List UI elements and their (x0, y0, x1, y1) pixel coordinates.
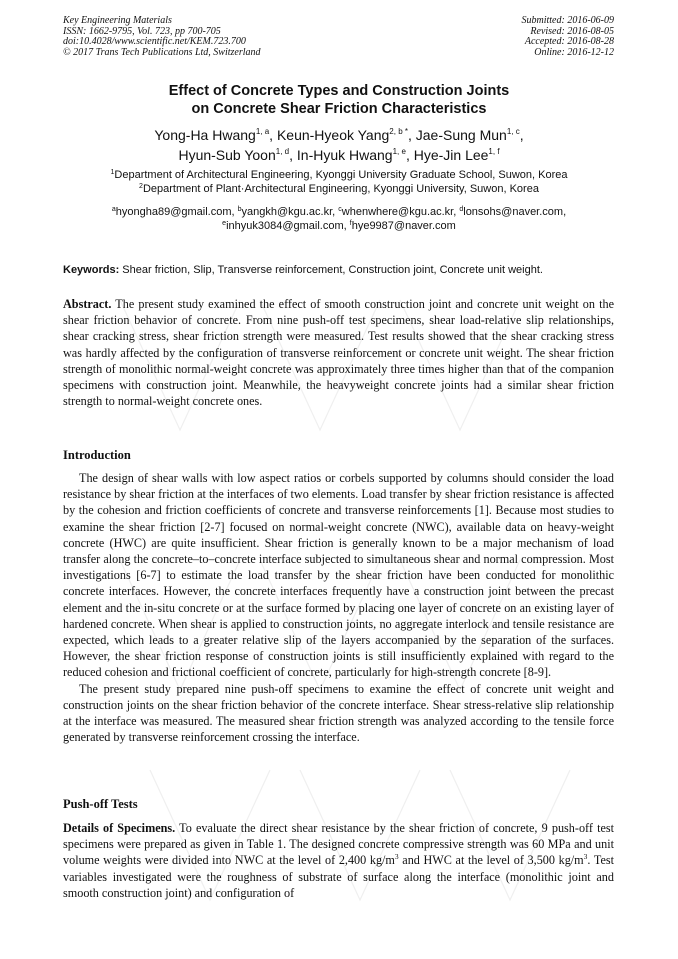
unit-sup: 3 (583, 852, 588, 862)
introduction-heading: Introduction (63, 448, 131, 462)
unit-sup: 3 (394, 852, 399, 862)
affiliation (0, 182, 678, 196)
email-line-2 (0, 219, 678, 233)
author-name: Keun-Hyeok Yang (276, 127, 390, 143)
details-text-b: and HWC at the level of 3,500 kg/m (398, 853, 584, 868)
pushoff-heading: Push-off Tests (63, 797, 138, 811)
author-sup: 1, d (275, 147, 290, 156)
author-name: Yong-Ha Hwang (154, 127, 256, 143)
email-line-1 (0, 205, 678, 219)
introduction-body (63, 470, 614, 745)
email-sup: e (222, 220, 227, 227)
author-name: Hye-Jin Lee (413, 147, 489, 163)
author-sup: 1, e (392, 147, 406, 156)
pushoff-details (63, 820, 614, 901)
email-link[interactable]: yangkh@kgu.ac.kr, (241, 206, 339, 218)
details-text-c: . Test variables investigated were the roughness of substrate of surface along the interface (monolithic joint and smooth construction joint) and configuration of (63, 853, 614, 900)
author-sup: 1, c (506, 127, 520, 136)
title-line-1: Effect of Concrete Types and Construction Joints (168, 83, 510, 99)
author-name: In-Hyuk Hwang (296, 147, 393, 163)
keywords (63, 263, 623, 277)
details-text-a: To evaluate the direct shear resistance by the shear friction of concrete, 9 push-off test specimens were prepared as given in Table 1. The designed concrete compressive strength was 60 MPa and unit volume weights were divided into NWC at the level of 2,400 kg/m (63, 821, 614, 868)
email-link[interactable]: whenwhere@kgu.ac.kr, (341, 206, 460, 218)
intro-paragraph-2: The present study prepared nine push-off specimens to examine the effect of concrete unit weight and construction joints on the shear friction behavior of the concrete interface. Shear stress-relative slip relationship at the interface was measured. The measured shear friction strength was analyzed according to the tensile force generated by transverse reinforcement crossing the interface. (63, 681, 614, 745)
online-date: Online: 2016-12-12 (534, 46, 614, 58)
affiliation-text: Department of Plant·Architectural Engineering, Kyonggi University, Suwon, Korea (142, 183, 539, 195)
revised-date: Revised: 2016-08-05 (530, 25, 614, 37)
affiliation (0, 168, 678, 182)
affiliation-text: Department of Architectural Engineering, Kyonggi University Graduate School, Suwon, Korea (114, 169, 568, 181)
email-sup: d (459, 206, 464, 213)
affiliation-sup: 2 (139, 183, 143, 190)
email-link[interactable]: lonsohs@naver.com, (463, 206, 567, 218)
affiliations (0, 168, 678, 196)
intro-paragraph-1: The design of shear walls with low aspect ratios or corbels supported by columns should consider the load resistance by shear friction at the interfaces of two elements. Load transfer by shear friction resistance is affected by the cohesion and friction coefficients of concrete and transverse reinforcements [1]. Because most studies to examine the shear friction [2-7] focused on normal-weight concrete (NWC), available data on heavy-weight concrete (HWC) are quite insufficient. Shear friction is generally known to be a major mechanism of load transfer along the concrete–to–concrete interface subjected to simultaneous shear and normal compression. Most investigations [6-7] to estimate the load transfer by the shear friction have been conducted for monolithic concrete interfaces. However, the concrete interfaces frequently have a construction joint between the precast element and the in-situ concrete or at the surface formed by placing one layer of concrete on an existing layer of hardened concrete. When shear is applied to construction joints, no aggregate interlock and tensile resistance are expected, which leads to a greater relative slip of the layers accompanied by the separation of the surfaces. However, the shear friction response of construction joints is still insufficiently explained with regard to the reduced cohesion and frictional coefficient of concrete, particularly for high-strength concrete [8-9]. (63, 471, 614, 680)
author-name: Hyun-Sub Yoon (178, 147, 276, 163)
author-sep: , (289, 147, 297, 163)
paper-title (0, 82, 678, 118)
email-sup: c (338, 206, 342, 213)
email-sup: a (111, 206, 116, 213)
submitted-date: Submitted: 2016-06-09 (521, 15, 614, 26)
author-name: Jae-Sung Mun (415, 127, 507, 143)
issn: ISSN: 1662-9795, Vol. 723, pp 700-705 (63, 25, 221, 37)
author-sep: , (519, 127, 524, 143)
author-sep: , (269, 127, 277, 143)
author-sup: 1, a (255, 127, 270, 136)
title-line-2: on Concrete Shear Friction Characteristics (191, 101, 487, 117)
author-sup: 1, f (488, 147, 500, 156)
email-link[interactable]: hye9987@naver.com (351, 220, 456, 232)
copyright: © 2017 Trans Tech Publications Ltd, Switzerland (63, 46, 261, 58)
dates-meta (522, 16, 615, 58)
author-line-1 (0, 125, 678, 145)
email-sup: f (349, 220, 352, 227)
doi-link[interactable]: doi:10.4028/www.scientific.net/KEM.723.700 (63, 36, 246, 48)
author-list (0, 125, 678, 165)
author-sep: , (407, 127, 416, 143)
keywords-text: Shear friction, Slip, Transverse reinforcement, Construction joint, Concrete unit weight. (119, 264, 543, 276)
abstract (63, 296, 614, 409)
email-sup: b (237, 206, 242, 213)
keywords-label: Keywords: (63, 264, 120, 276)
email-link[interactable]: inhyuk3084@gmail.com, (226, 220, 350, 232)
author-line-2 (0, 145, 678, 165)
affiliation-sup: 1 (110, 169, 115, 176)
journal-meta (63, 16, 261, 58)
journal-name: Key Engineering Materials (63, 15, 172, 26)
abstract-text: The present study examined the effect of smooth construction joint and concrete unit weight on the shear friction behavior of concrete. From nine push-off test specimens, shear load-relative slip relationships, shear cracking stress, shear friction strength were measured. Test results showed that the shear cracking stress was hardly affected by the configuration of transverse reinforcement or concrete unit weight. The shear friction strength of monolithic normal-weight concrete was approximately three times higher than that of the companion specimens with construction joint. Meanwhile, the heavyweight concrete joints had a similar shear friction strength to normal-weight concrete ones. (63, 297, 614, 409)
author-sup: 2, b * (389, 127, 408, 136)
accepted-date: Accepted: 2016-08-28 (524, 36, 614, 48)
author-sep: , (405, 147, 414, 163)
email-link[interactable]: hyongha89@gmail.com, (115, 206, 238, 218)
details-label: Details of Specimens. (63, 821, 176, 835)
email-list (0, 205, 678, 233)
abstract-label: Abstract. (63, 297, 112, 311)
